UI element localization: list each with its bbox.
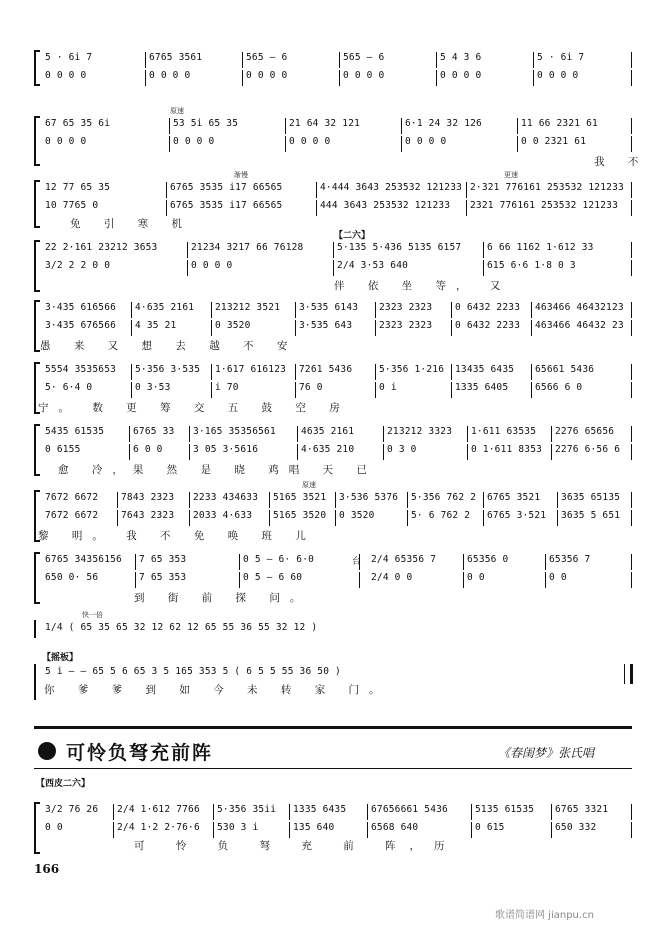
measure: 21 64 32 121	[286, 118, 402, 134]
measure: 0 3520	[212, 320, 296, 336]
measure: 4635 2161	[298, 426, 384, 442]
measure: 7 65 353	[136, 554, 240, 570]
bullet-icon	[38, 742, 56, 760]
measure: 2/4 1·2 2·76·6	[114, 822, 214, 838]
measure: 2/4 0 0	[368, 572, 464, 588]
measure: 4·444 3643 253532 121233	[317, 182, 467, 198]
system-bracket	[34, 802, 40, 854]
measure: 6 0 0	[130, 444, 190, 460]
measure: 3·165 35356561	[190, 426, 298, 442]
score-system-6	[34, 362, 632, 414]
measure: 6765 33	[130, 426, 190, 442]
measure: 65356 0	[464, 554, 546, 570]
measure: 5165 3520	[270, 510, 336, 526]
measure: 3/2 76 26	[42, 804, 114, 820]
measure: 22 2·161 23212 3653	[42, 242, 188, 258]
measure: 0 0 0 0	[42, 70, 146, 86]
measure: 2276 65656	[552, 426, 632, 442]
tempo-marking: 更速	[504, 171, 518, 179]
measure: 3·435 616566	[42, 302, 132, 318]
measure: 6765 3535 i17 66565	[167, 200, 317, 216]
lyric-line: 伴 依 坐 等， 又	[334, 280, 511, 292]
measure: 6·1 24 32 126	[402, 118, 518, 134]
measure: 2033 4·633	[190, 510, 270, 526]
measure: 0 5 — 6 60	[240, 572, 360, 588]
measure: 0 0	[42, 822, 114, 838]
measure: 5 · 6i 7	[42, 52, 146, 68]
lower-staff	[42, 200, 632, 216]
measure: 67 65 35 6i	[42, 118, 170, 134]
measure: 3 05 3·5616	[190, 444, 298, 460]
system-bracket	[34, 116, 40, 166]
measure: 4·635 210	[298, 444, 384, 460]
measure: 0 0 0 0	[534, 70, 632, 86]
score-system-11	[34, 653, 632, 700]
measure: 5·356 762 2	[408, 492, 484, 508]
upper-staff	[42, 622, 632, 638]
measure: 5135 61535	[472, 804, 552, 820]
measure: 5 4 3 6	[437, 52, 534, 68]
measure: 1·617 616123	[212, 364, 296, 380]
lower-staff	[42, 822, 632, 838]
score-system-8	[34, 481, 632, 542]
measure: 2233 434633	[190, 492, 270, 508]
measure: 0 0 0 0	[437, 70, 534, 86]
measure: 5554 3535653	[42, 364, 132, 380]
measure: 213212 3521	[212, 302, 296, 318]
measure: 7672 6672	[42, 492, 118, 508]
measure: 6566 6 0	[532, 382, 632, 398]
measure: 1/4 ( 65 35 65 32 12 62 12 65 55 36 55 32 12 )	[45, 622, 318, 633]
measure: 6765 3321	[552, 804, 632, 820]
measure: 6765 3·521	[484, 510, 558, 526]
lyric-line: 我 不	[594, 156, 649, 168]
measure: 0 6155	[42, 444, 130, 460]
system-bracket	[34, 180, 40, 228]
measure: 6765 3521	[484, 492, 558, 508]
upper-staff	[42, 242, 632, 258]
measure: 0 0 2321 61	[518, 136, 632, 152]
measure: 0 0 0 0	[188, 260, 334, 276]
measure: 0 3 0	[384, 444, 468, 460]
measure: 6765 3535 i17 66565	[167, 182, 317, 198]
song-system-1	[34, 802, 632, 854]
measure: 213212 3323	[384, 426, 468, 442]
measure: 0 0 0 0	[340, 70, 437, 86]
score-system-4	[34, 231, 632, 292]
measure: 0 3520	[336, 510, 408, 526]
measure: 444 3643 253532 121233	[317, 200, 467, 216]
score-system-5	[34, 300, 632, 352]
measure: 7843 2323	[118, 492, 190, 508]
measure: 6568 640	[368, 822, 472, 838]
lyric-line: 可 怜 负 弩 充 前 阵，历	[134, 840, 459, 852]
upper-staff	[42, 182, 632, 198]
measure: 0 0	[546, 572, 632, 588]
measure: 3635 65135	[558, 492, 632, 508]
measure: 0 0 0 0	[402, 136, 518, 152]
measure: 463466 46432 23	[532, 320, 632, 336]
measure: 530 3 i	[214, 822, 290, 838]
measure: 1335 6435	[290, 804, 368, 820]
tempo-marking: 快一倍	[82, 611, 103, 619]
measure: 5· 6 762 2	[408, 510, 484, 526]
measure: 7672 6672	[42, 510, 118, 526]
score-system-10	[34, 611, 632, 638]
tempo-marking: 渐慢	[234, 171, 248, 179]
measure: 2321 776161 253532 121233	[467, 200, 632, 216]
upper-staff	[42, 666, 632, 682]
title-rule-top	[34, 726, 632, 729]
measure: 0 3·53	[132, 382, 212, 398]
site-watermark: 歌谱简谱网 jianpu.cn	[495, 910, 594, 921]
measure: 5· 6·4 0	[42, 382, 132, 398]
page-number: 166	[34, 862, 60, 876]
measure: 5165 3521	[270, 492, 336, 508]
system-bracket	[34, 50, 40, 86]
measure: 5 i — — 65 5 6 65 3 5 165 353 5 ( 6 5 5 55 36 50 )	[45, 666, 341, 677]
measure: 0 0 0 0	[243, 70, 340, 86]
song-title: 可怜负弩充前阵	[66, 742, 214, 764]
measure: 10 7765 0	[42, 200, 167, 216]
measure: 0 i	[376, 382, 452, 398]
lyric-line: 黎 明。 我 不 免 唤 班 儿	[38, 530, 316, 542]
measure: 0 0 0 0	[286, 136, 402, 152]
measure: 0 0	[464, 572, 546, 588]
measure: 2276 6·56 6	[552, 444, 632, 460]
section-marker: 【摇板】	[42, 653, 79, 663]
measure: 463466 46432123	[532, 302, 632, 318]
upper-staff	[42, 426, 632, 442]
measure: 0 1·611 8353	[468, 444, 552, 460]
system-bracket	[34, 620, 40, 638]
system-bracket	[34, 664, 40, 700]
measure: 565 — 6	[243, 52, 340, 68]
measure: 6765 3561	[146, 52, 243, 68]
measure: 2·321 776161 253532 121233	[467, 182, 632, 198]
measure: 4 35 21	[132, 320, 212, 336]
measure: 65356 7	[546, 554, 632, 570]
measure: 67656661 5436	[368, 804, 472, 820]
measure: 650 332	[552, 822, 632, 838]
lower-staff	[42, 320, 632, 336]
measure: 1·611 63535	[468, 426, 552, 442]
measure: 3·435 676566	[42, 320, 132, 336]
measure: 2/4 3·53 640	[334, 260, 484, 276]
measure: 0 0 0 0	[42, 136, 170, 152]
lower-staff	[42, 382, 632, 398]
measure: 615 6·6 1·8 0 3	[484, 260, 632, 276]
lyric-line: 愚 来 又 想 去 越 不 安	[40, 340, 298, 352]
measure: 7261 5436	[296, 364, 376, 380]
system-bracket	[34, 552, 40, 604]
lyric-line: 愈 冷，果 然 是 晓 鸡唱 天 已	[58, 464, 377, 476]
upper-staff	[42, 52, 632, 68]
lyric-line: 你 爹 爹 到 如 今 未 转 家 门。	[44, 684, 390, 696]
measure: 3·536 5376	[336, 492, 408, 508]
lower-staff	[42, 510, 632, 526]
title-rule-bottom	[34, 768, 632, 769]
measure: 2323 2323	[376, 302, 452, 318]
measure: 3/2 2 2 0 0	[42, 260, 188, 276]
measure: 565 — 6	[340, 52, 437, 68]
measure: 12 77 65 35	[42, 182, 167, 198]
upper-staff	[42, 804, 632, 820]
measure: 76 0	[296, 382, 376, 398]
system-bracket	[34, 240, 40, 292]
section-marker: 【西皮二六】	[36, 779, 91, 789]
score-system-9	[34, 552, 632, 604]
score-system-2	[34, 107, 649, 168]
score-system-1	[34, 50, 632, 86]
upper-staff	[42, 554, 632, 570]
measure: 3·535 6143	[296, 302, 376, 318]
measure: 5·356 1·216	[376, 364, 452, 380]
lower-staff	[42, 136, 632, 152]
measure: 7643 2323	[118, 510, 190, 526]
lower-staff	[42, 444, 632, 460]
lyric-line: 到 街 前 探 问。	[134, 592, 311, 604]
aside-marking: 台	[352, 557, 362, 567]
measure: 4·635 2161	[132, 302, 212, 318]
measure: 53 5i 65 35	[170, 118, 286, 134]
measure: 2/4 1·612 7766	[114, 804, 214, 820]
final-barline	[624, 664, 633, 684]
lower-staff	[42, 572, 632, 588]
tempo-marking: 原速	[302, 481, 316, 489]
song-source: 《春闺梦》张氏唱	[498, 746, 595, 760]
measure: 6765 34356156	[42, 554, 136, 570]
measure: 3·535 643	[296, 320, 376, 336]
lyric-line: 宁。 数 更 筹 交 五 鼓 空 房	[38, 402, 350, 414]
measure: 5 · 6i 7	[534, 52, 632, 68]
measure: 7 65 353	[136, 572, 240, 588]
upper-staff	[42, 118, 632, 134]
measure: 5435 61535	[42, 426, 130, 442]
measure: 2323 2323	[376, 320, 452, 336]
measure: 650 0· 56	[42, 572, 136, 588]
measure: 0 0 0 0	[170, 136, 286, 152]
measure: 5·356 3·535	[132, 364, 212, 380]
lyric-line: 免 引 寒 机	[70, 218, 193, 230]
measure: 21234 3217 66 76128	[188, 242, 334, 258]
score-system-3	[34, 171, 632, 230]
measure: 0 5 — 6· 6·0	[240, 554, 360, 570]
measure: 11 66 2321 61	[518, 118, 632, 134]
measure: i 70	[212, 382, 296, 398]
tempo-marking: 原速	[170, 107, 184, 115]
measure: 5·356 35ii	[214, 804, 290, 820]
measure: 0 6432 2233	[452, 302, 532, 318]
measure: 0 6432 2233	[452, 320, 532, 336]
measure: 2/4 65356 7	[368, 554, 464, 570]
section-marker: 【二六】	[334, 231, 371, 241]
measure: 0 0 0 0	[146, 70, 243, 86]
measure: 5·135 5·436 5135 6157	[334, 242, 484, 258]
score-system-7	[34, 424, 632, 476]
measure: 13435 6435	[452, 364, 532, 380]
upper-staff	[42, 302, 632, 318]
system-bracket	[34, 424, 40, 476]
measure: 3635 5 651	[558, 510, 632, 526]
lower-staff	[42, 70, 632, 86]
upper-staff	[42, 492, 632, 508]
measure: 1335 6405	[452, 382, 532, 398]
upper-staff	[42, 364, 632, 380]
lower-staff	[42, 260, 632, 276]
measure: 0 615	[472, 822, 552, 838]
measure: 65661 5436	[532, 364, 632, 380]
measure: 6 66 1162 1·612 33	[484, 242, 632, 258]
measure: 135 640	[290, 822, 368, 838]
